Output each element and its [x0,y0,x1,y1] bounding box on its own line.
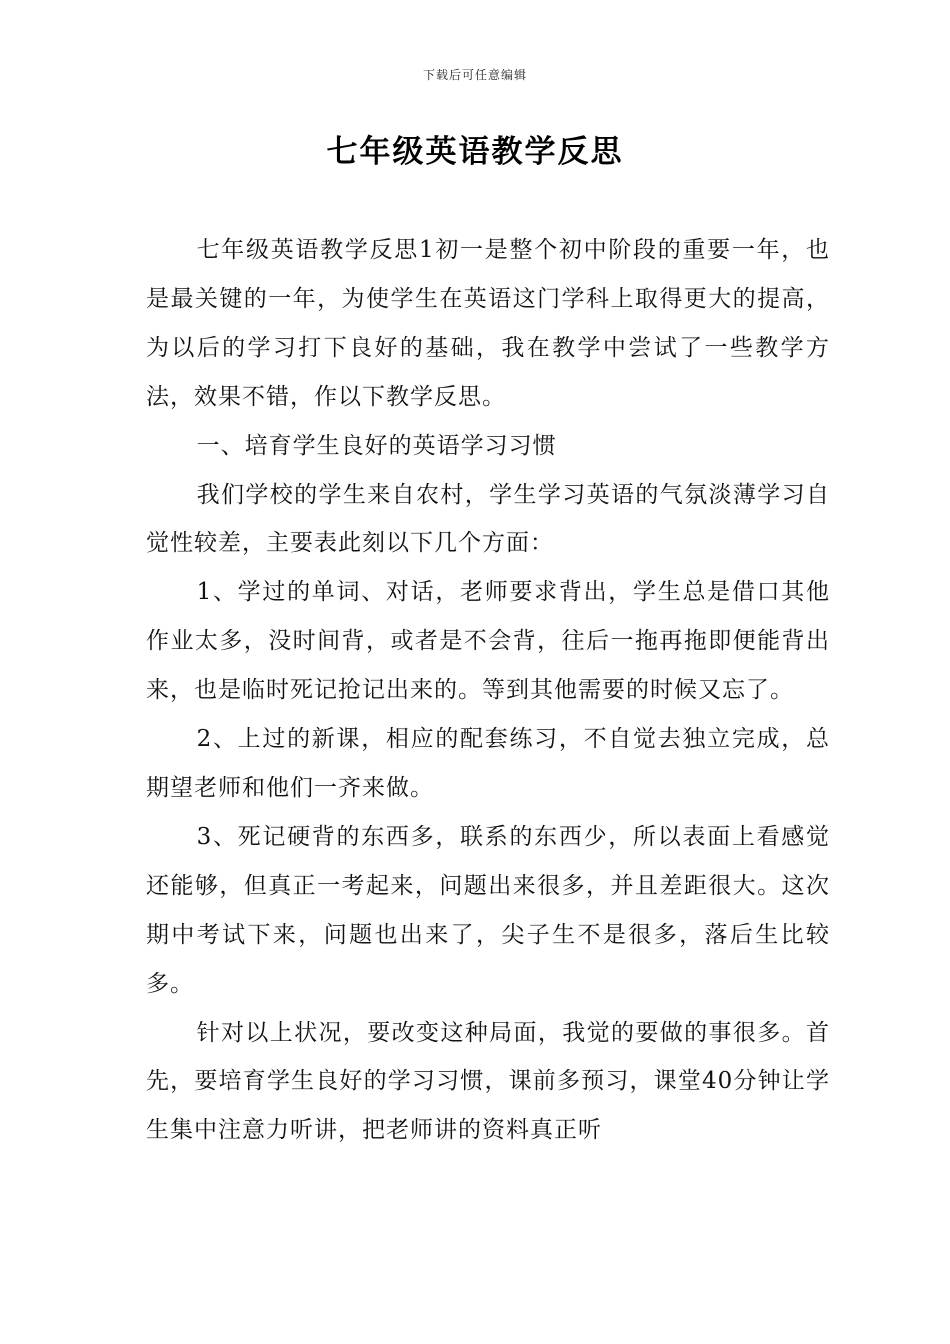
document-body [146,226,830,1155]
list-item: 2、上过的新课，相应的配套练习，不自觉去独立完成，总期望老师和他们一齐来做。 [146,726,830,801]
list-item: 1、学过的单词、对话，老师要求背出，学生总是借口其他作业太多，没时间背，或者是不会背，往后一拖再拖即便能背出来，也是临时死记抢记出来的。等到其他需要的时候又忘了。 [146,579,830,704]
paragraph-intro: 七年级英语教学反思1初一是整个初中阶段的重要一年，也是最关键的一年，为使学生在英语这门学科上取得更大的提高，为以后的学习打下良好的基础，我在教学中尝试了一些教学方法，效果不错，作以下教学反思。 [146,237,830,410]
header-note: 下载后可任意编辑 [422,68,527,82]
document-title: 七年级英语教学反思 [326,134,624,170]
list-item: 3、死记硬背的东西多，联系的东西少，所以表面上看感觉还能够，但真正一考起来，问题出来很多，并且差距很大。这次期中考试下来，问题也出来了，尖子生不是很多，落后生比较多。 [146,823,830,997]
paragraph: 我们学校的学生来自农村，学生学习英语的气氛淡薄学习自觉性较差，主要表此刻以下几个方面： [146,481,830,557]
section-heading: 一、培育学生良好的英语学习习惯 [196,432,557,459]
paragraph: 针对以上状况，要改变这种局面，我觉的要做的事很多。首先，要培育学生良好的学习习惯，课前多预习，课堂40分钟让学生集中注意力听讲，把老师讲的资料真正听 [146,1019,830,1144]
